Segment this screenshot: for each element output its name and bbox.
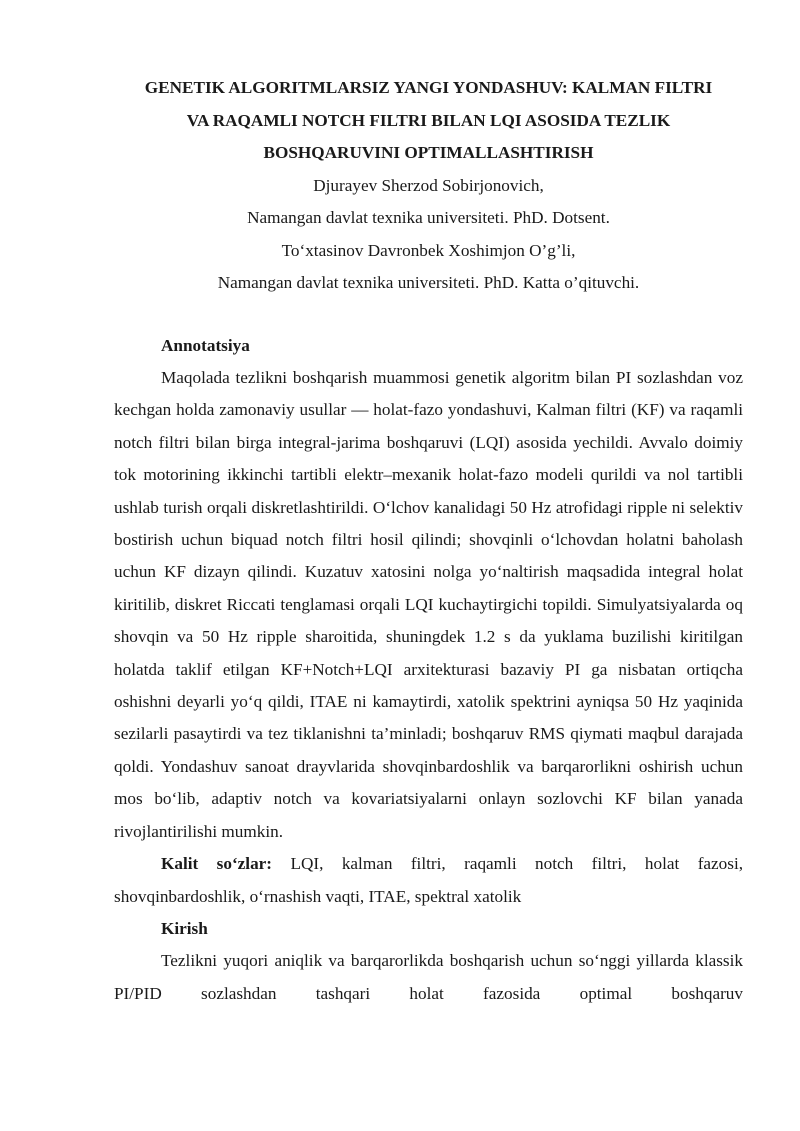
title-line: VA RAQAMLI NOTCH FILTRI BILAN LQI ASOSIDA TEZLIK [186, 110, 671, 130]
keywords-text: LQI, kalman filtri, raqamli notch filtri, holat fazosi, shovqinbardoshlik, o‘rnashish vaqti, ITAE, spektral xatolik [114, 854, 744, 906]
intro-text: Tezlikni yuqori aniqlik va barqarorlikda boshqarish uchun so‘nggi yillarda klassik PI/PID sozlashdan tashqari holat fazosida optimal boshqaruv [114, 951, 743, 1003]
title-line: BOSHQARUVINI OPTIMALLASHTIRISH [263, 143, 594, 162]
author-affiliation: Namangan davlat texnika universiteti. PhD. Katta o’qituvchi. [217, 273, 640, 292]
paper-title [114, 72, 743, 170]
title-line: GENETIK ALGORITMLARSIZ YANGI YONDASHUV: KALMAN FILTRI [144, 78, 713, 97]
author-name: To‘xtasinov Davronbek Xoshimjon O’g’li, [281, 240, 576, 260]
author-affiliation: Namangan davlat texnika universiteti. PhD. Dotsent. [247, 208, 610, 227]
keywords-label: Kalit so‘zlar: [161, 854, 273, 874]
keywords-paragraph [114, 848, 743, 913]
author-name: Djurayev Sherzod Sobirjonovich, [313, 175, 544, 195]
abstract-heading: Annotatsiya [161, 335, 250, 355]
abstract-text: Maqolada tezlikni boshqarish muammosi genetik algoritm bilan PI sozlashdan voz kechgan holda zamonaviy usullar — holat-fazo yondashuvi, Kalman filtri (KF) va raqamli notch filtri bilan birga integral-jarima boshqaruvi (LQI) asosida yechildi. Avvalo doimiy tok motorining ikkinchi tartibli elektr–mexanik holat-fazo modeli qurildi va nol tartibli ushlab turish orqali diskretlashtirildi. O‘lchov kanalidagi 50 Hz atrofidagi ripple ni selektiv bostirish uchun biquad notch filtri hosil qilindi; shovqinli o‘lchovdan holatni baholash uchun KF dizayn qilindi. Kuzatuv xatosini nolga yo‘naltirish maqsadida integral holat kiritilib, diskret Riccati tenglamasi orqali LQI kuchaytirgichi topildi. Simulyatsiyalarda oq shovqin va 50 Hz ripple sharoitida, shuningdek 1.2 s da yuklama buzilishi kiritilgan holatda taklif etilgan KF+Notch+LQI arxitekturasi bazaviy PI ga nisbatan ortiqcha oshishni deyarli yo‘q qildi, ITAE ni kamaytirdi, xatolik spektrini ayniqsa 50 Hz yaqinida sezilarli pasaytirdi va tez tiklanishni ta’minladi; boshqaruv RMS qiymati maqbul darajada qoldi. Yondashuv sanoat drayvlarida shovqinbardoshlik va barqarorlikni oshirish uchun mos bo‘lib, adaptiv notch va kovariatsiyalarni onlayn sozlovchi KF bilan yanada rivojlantirilishi mumkin. [114, 368, 743, 841]
author-block [114, 170, 743, 300]
intro-heading: Kirish [161, 918, 208, 938]
